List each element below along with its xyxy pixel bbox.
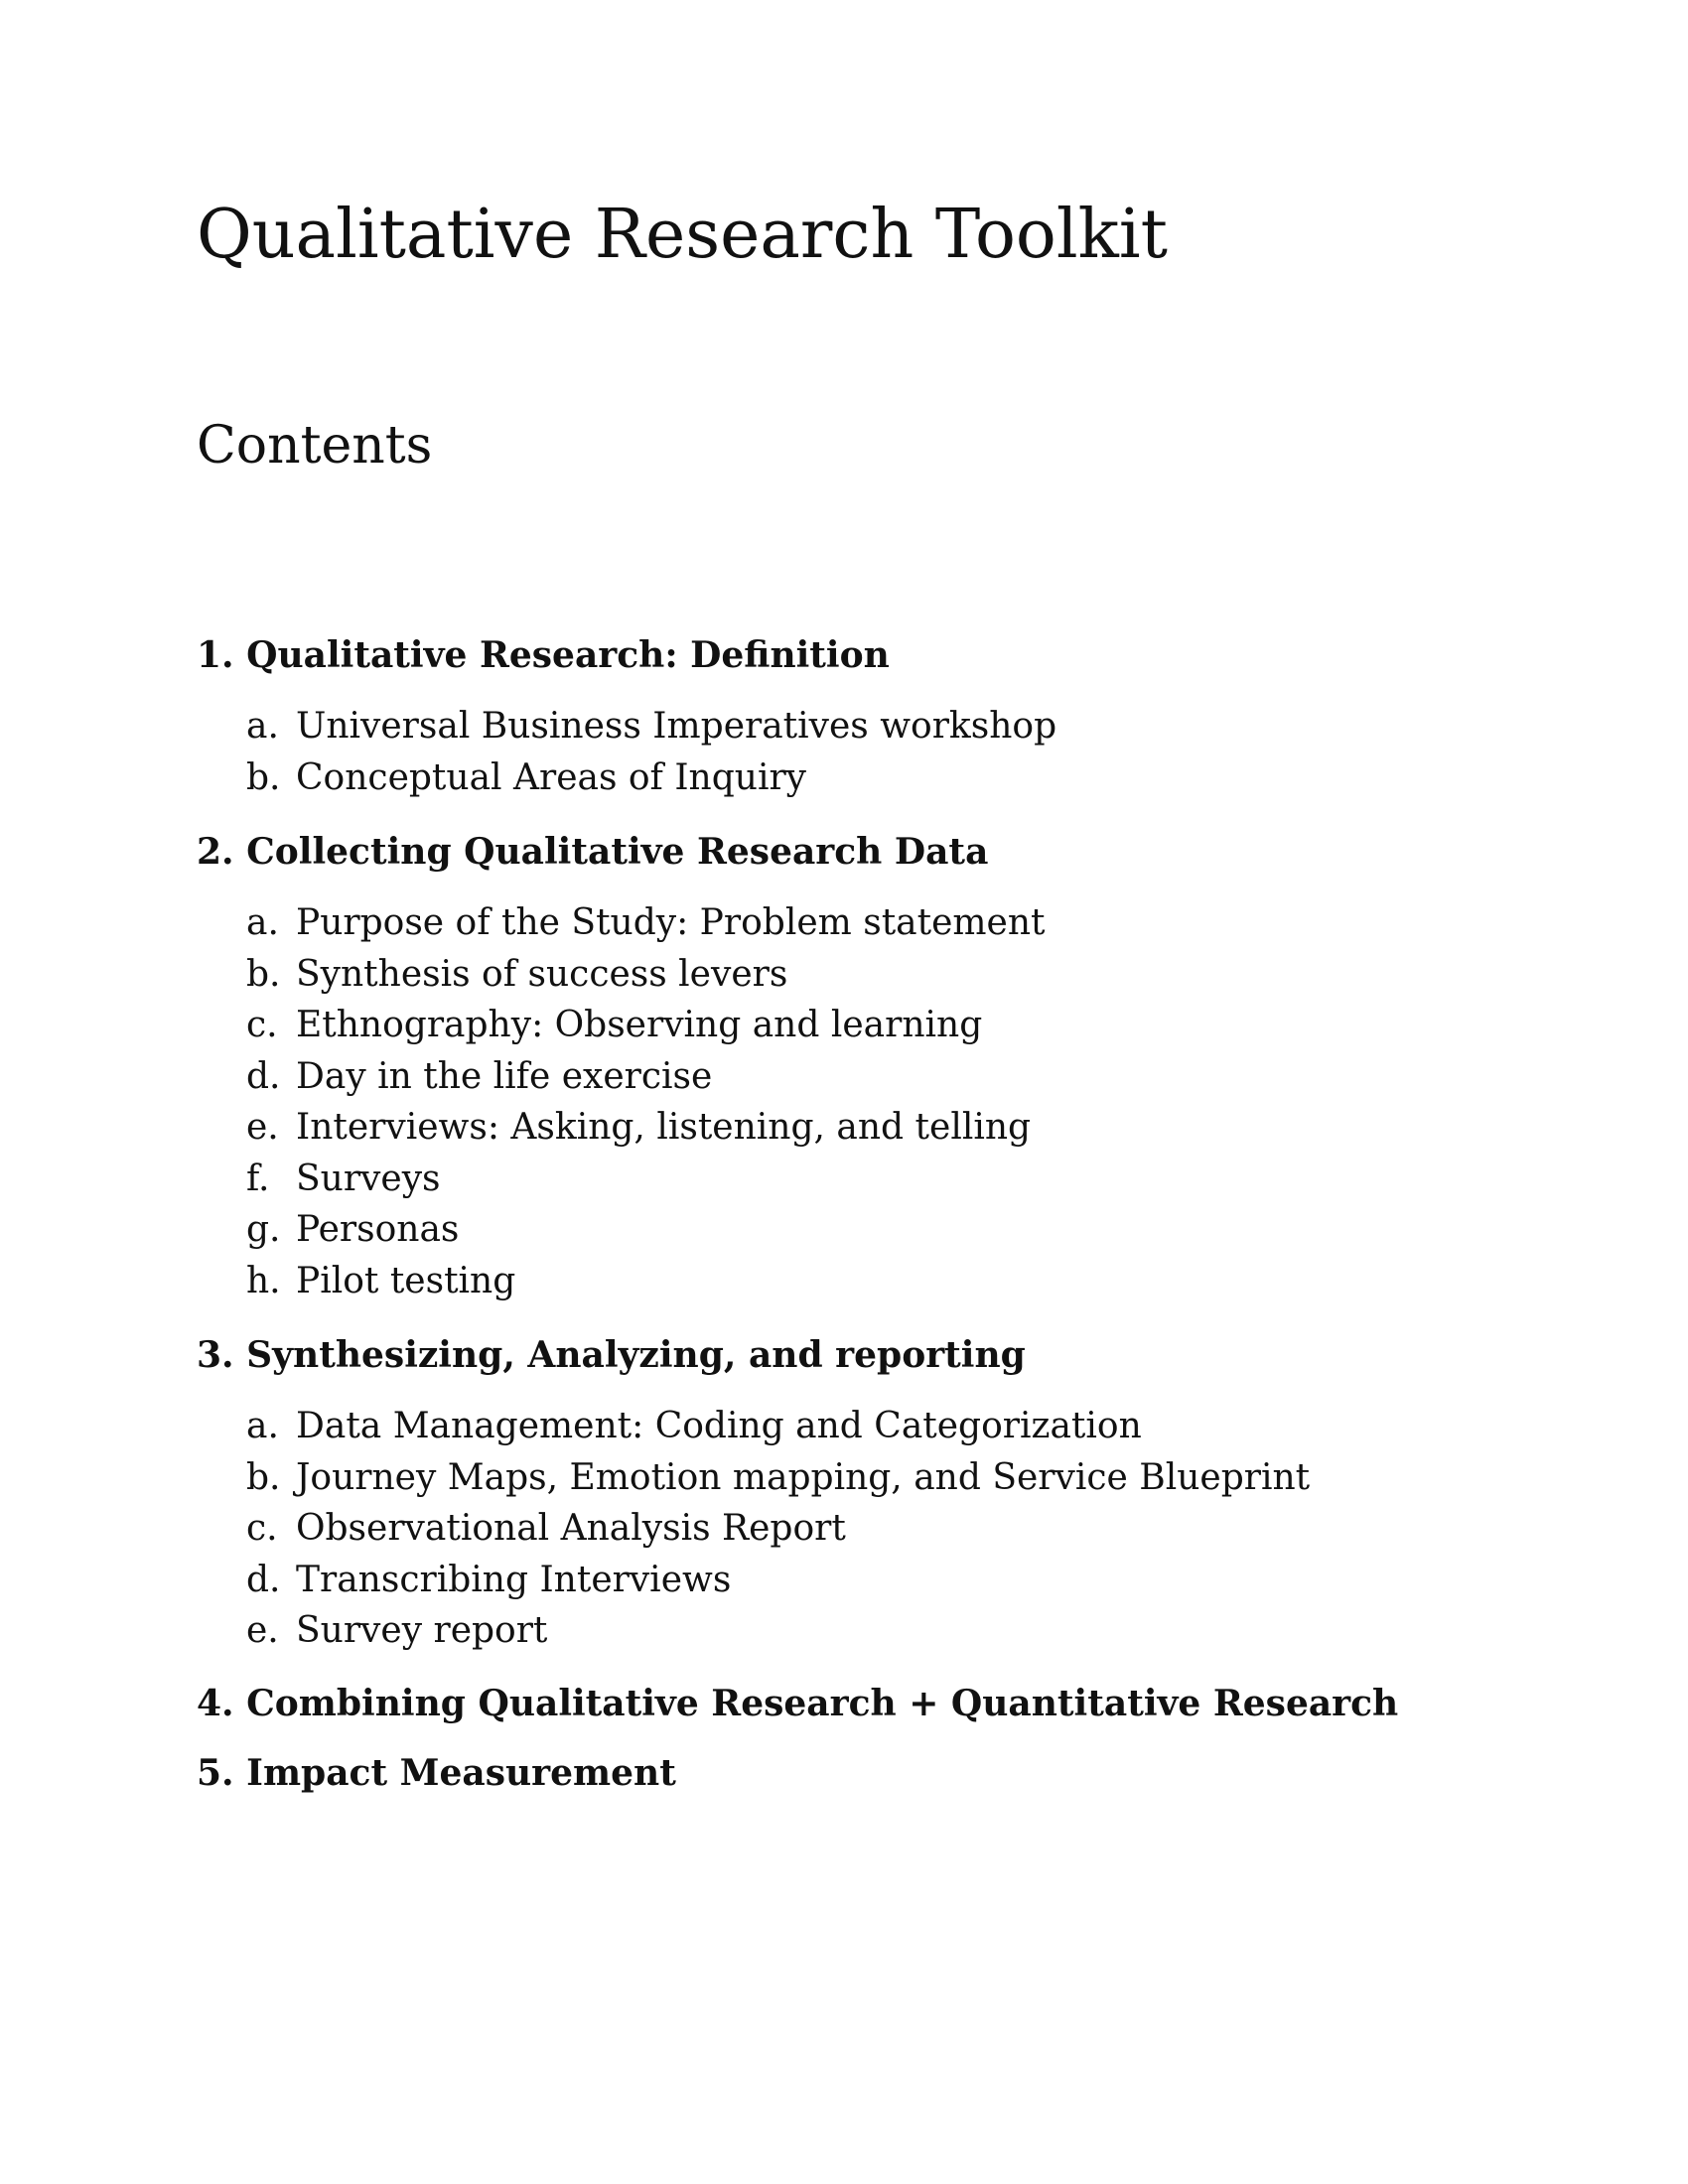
- toc-sub-item: [246, 1508, 846, 1549]
- toc-sub-item-marker: e.: [246, 1610, 279, 1651]
- toc-sub-item-marker: b.: [246, 756, 281, 798]
- toc-section-number: 2.: [197, 831, 234, 873]
- toc-sub-item: [246, 1055, 713, 1097]
- toc-sub-item: [246, 1209, 460, 1250]
- toc-section-4: [197, 1683, 1399, 1724]
- toc-sub-item-text: Data Management: Coding and Categorization: [296, 1406, 1142, 1446]
- toc-sub-item-text: Universal Business Imperatives workshop: [296, 706, 1057, 747]
- toc-section-title: Collecting Qualitative Research Data: [233, 831, 989, 873]
- toc-sub-item: [246, 902, 1046, 943]
- toc-section-1: [197, 634, 890, 676]
- toc-sub-item-marker: a.: [246, 1406, 279, 1446]
- toc-section-number: 4.: [197, 1683, 234, 1724]
- toc-sub-item-marker: c.: [246, 1005, 278, 1045]
- toc-sub-item: [246, 1005, 983, 1045]
- toc-sub-item-marker: a.: [246, 902, 279, 943]
- toc-sub-item-text: Surveys: [296, 1158, 441, 1199]
- toc-sub-item-text: Purpose of the Study: Problem statement: [296, 902, 1046, 943]
- toc-section-2: [197, 831, 989, 873]
- toc-sub-item-text: Synthesis of success levers: [296, 953, 788, 995]
- toc-sub-item-text: Conceptual Areas of Inquiry: [296, 756, 807, 798]
- toc-sub-item-marker: h.: [246, 1260, 281, 1301]
- toc-sub-item-text: Observational Analysis Report: [296, 1508, 846, 1549]
- toc-sub-item-marker: f.: [246, 1158, 270, 1199]
- toc-section-5: [197, 1752, 676, 1794]
- toc-sub-item-marker: d.: [246, 1055, 281, 1097]
- toc-sub-item-text: Interviews: Asking, listening, and telling: [296, 1107, 1032, 1148]
- toc-sub-item-text: Day in the life exercise: [296, 1055, 713, 1097]
- toc-section-title: Impact Measurement: [233, 1752, 676, 1794]
- document-title: Qualitative Research Toolkit: [197, 196, 1168, 274]
- toc-sub-item: [246, 1456, 1311, 1498]
- toc-sub-item-text: Ethnography: Observing and learning: [296, 1005, 983, 1045]
- toc-sub-item-marker: a.: [246, 706, 279, 747]
- toc-section-title: Synthesizing, Analyzing, and reporting: [233, 1334, 1026, 1376]
- toc-section-3: [197, 1334, 1026, 1376]
- toc-sub-item-marker: c.: [246, 1508, 278, 1549]
- toc-section-number: 3.: [197, 1334, 234, 1376]
- toc-section-number: 1.: [197, 634, 234, 676]
- toc-sub-item-text: Journey Maps, Emotion mapping, and Service Blueprint: [296, 1456, 1311, 1498]
- toc-sub-item: [246, 756, 807, 798]
- contents-heading: Contents: [197, 416, 433, 476]
- toc-section-number: 5.: [197, 1752, 234, 1794]
- toc-sub-item-marker: d.: [246, 1559, 281, 1600]
- toc-sub-item: [246, 1158, 441, 1199]
- toc-sub-item-marker: g.: [246, 1209, 281, 1250]
- toc-sub-item-marker: b.: [246, 953, 281, 995]
- toc-sub-item-text: Survey report: [296, 1610, 548, 1651]
- toc-sub-item: [246, 953, 788, 995]
- toc-sub-item: [246, 1260, 516, 1301]
- toc-sub-item: [246, 706, 1057, 747]
- toc-sub-item: [246, 1610, 548, 1651]
- toc-sub-item-text: Personas: [296, 1209, 460, 1250]
- toc-section-title: Combining Qualitative Research + Quantitative Research: [233, 1683, 1399, 1724]
- toc-section-title: Qualitative Research: Definition: [233, 634, 890, 676]
- toc-sub-item-marker: b.: [246, 1456, 281, 1498]
- toc-sub-item: [246, 1406, 1142, 1446]
- toc-sub-item-text: Pilot testing: [296, 1260, 516, 1301]
- toc-sub-item-text: Transcribing Interviews: [296, 1559, 732, 1600]
- toc-sub-item-marker: e.: [246, 1107, 279, 1148]
- toc-sub-item: [246, 1107, 1032, 1148]
- toc-sub-item: [246, 1559, 732, 1600]
